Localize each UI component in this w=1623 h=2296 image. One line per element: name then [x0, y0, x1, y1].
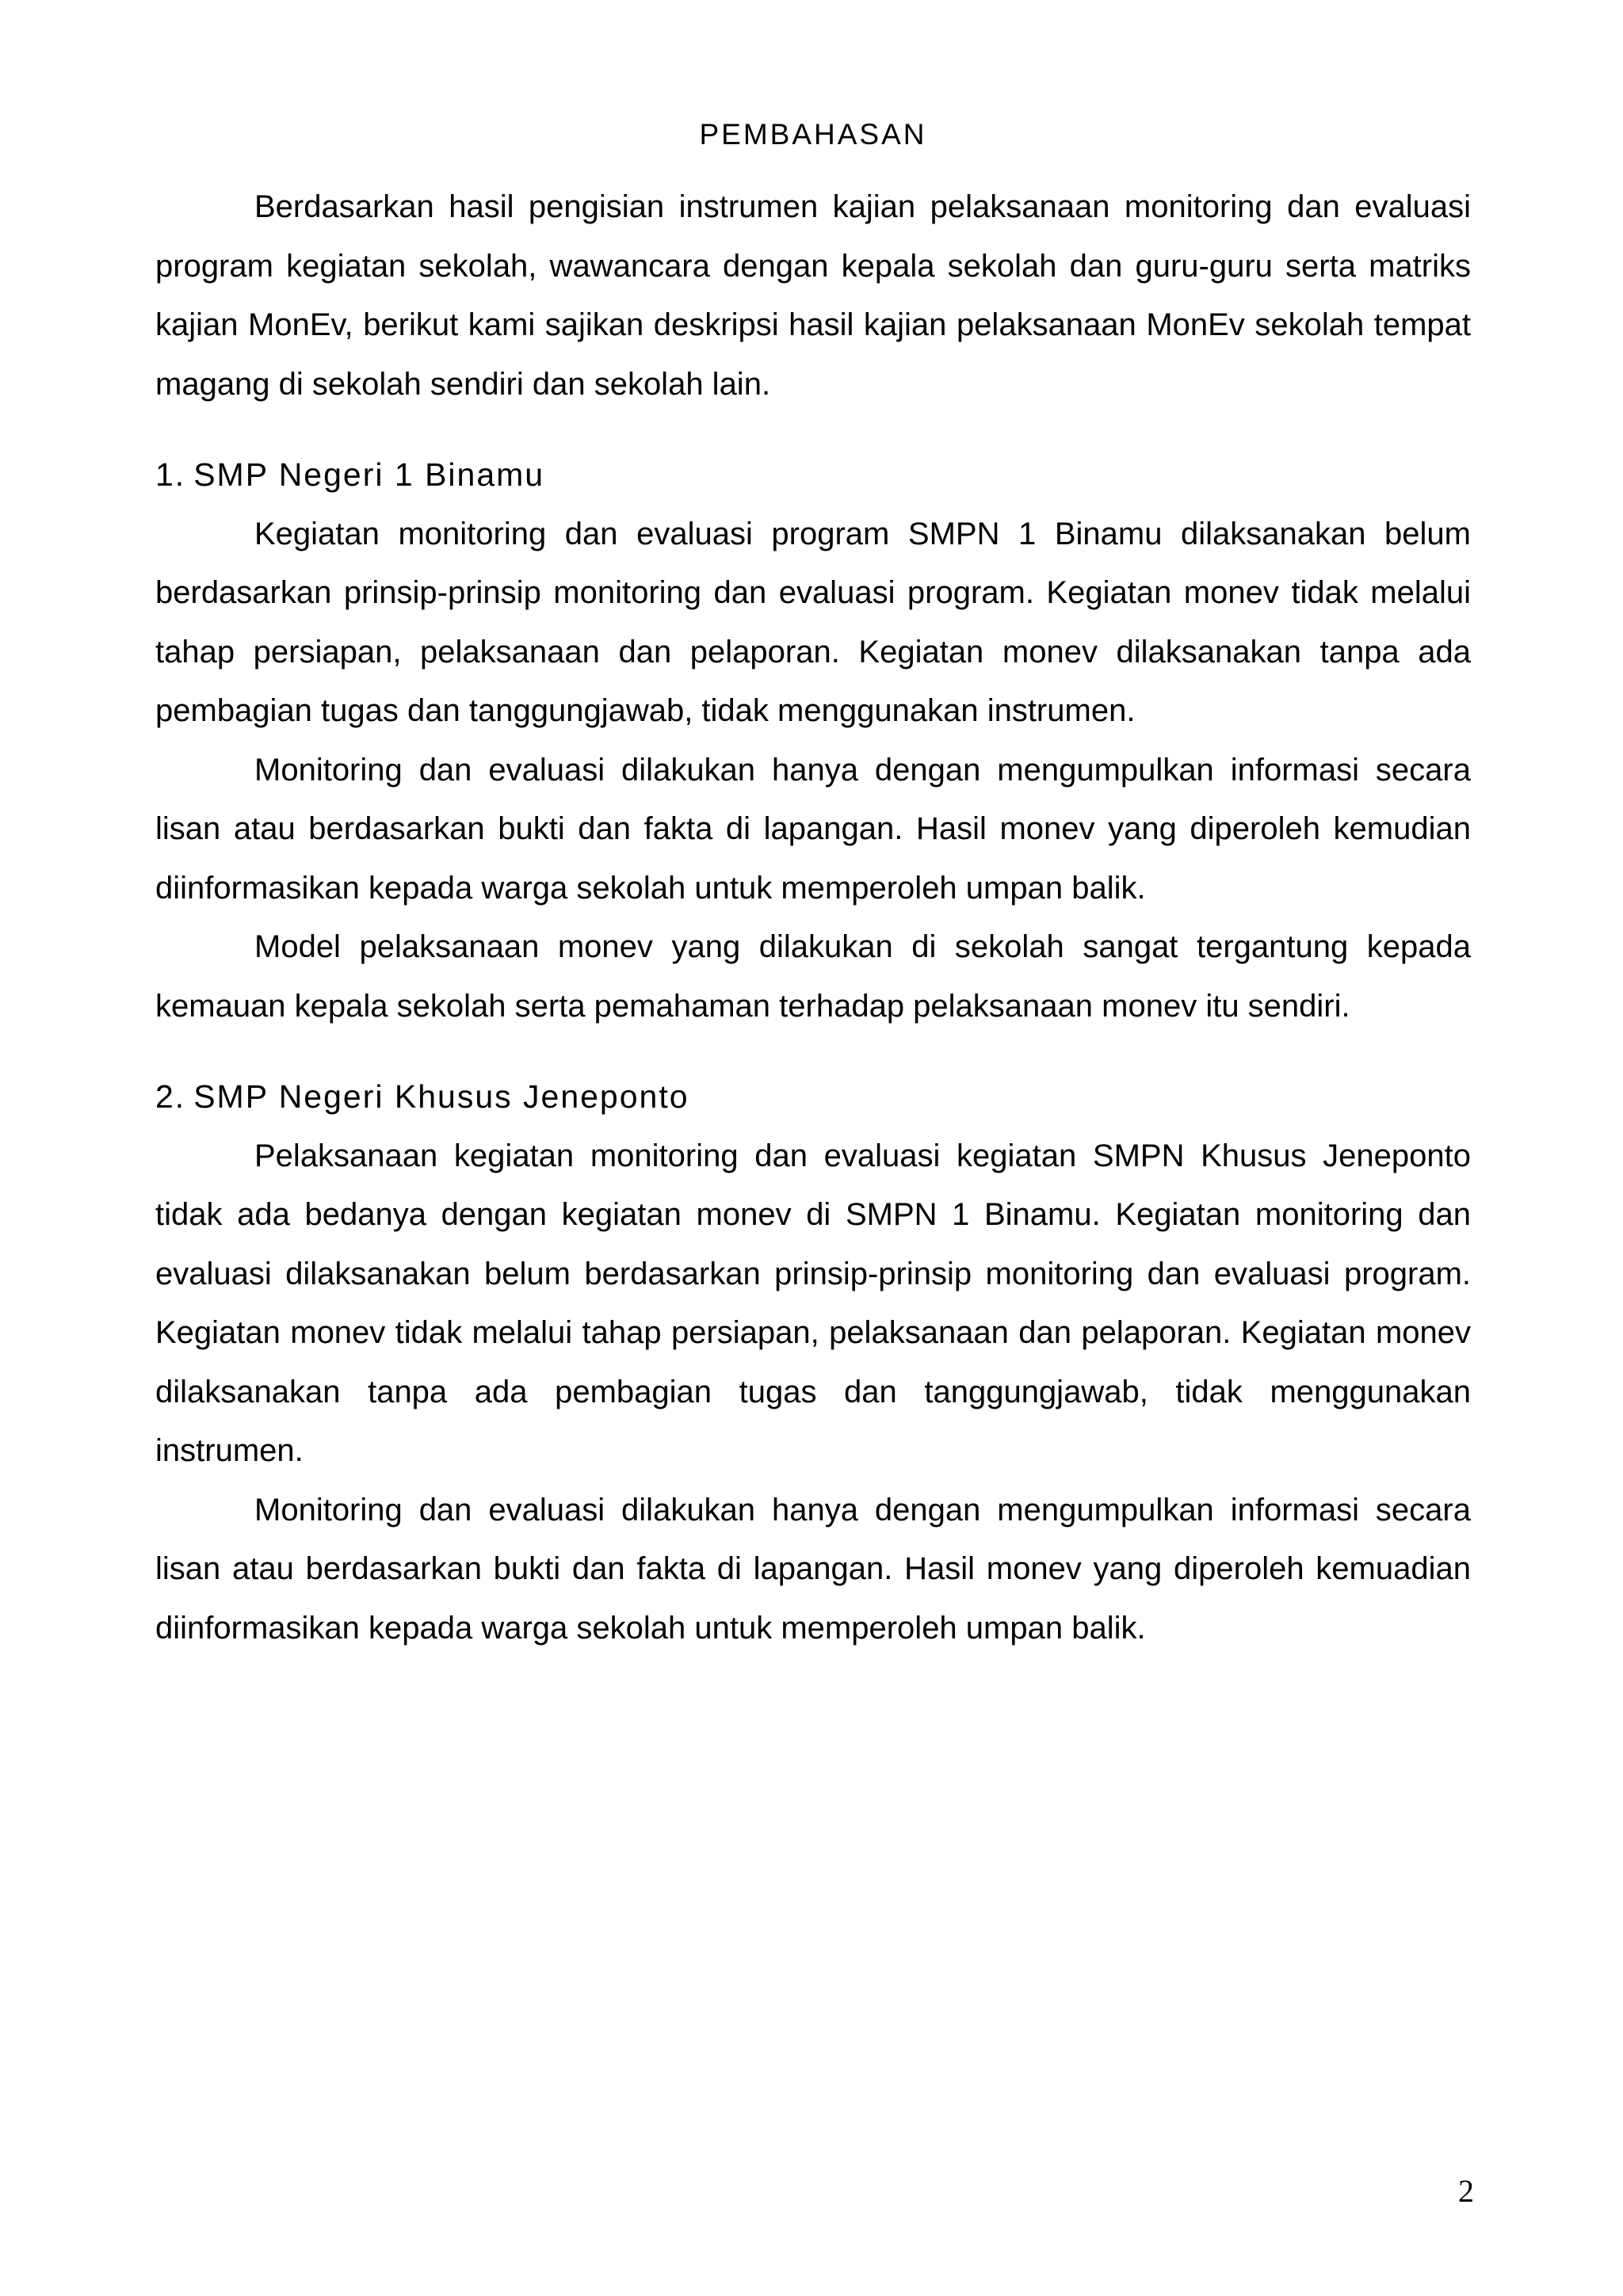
- section-title: SMP Negeri 1 Binamu: [193, 456, 545, 493]
- section-heading: [155, 1067, 1471, 1127]
- body-paragraph: Monitoring dan evaluasi dilakukan hanya dengan mengumpulkan informasi secara lisan atau berdasarkan bukti dan fakta di lapangan. Hasil monev yang diperoleh kemudian diinformasikan kepada warga sekolah untuk memperoleh umpan balik.: [155, 752, 1471, 906]
- body-paragraph: Pelaksanaan kegiatan monitoring dan evaluasi kegiatan SMPN Khusus Jeneponto tidak ada bedanya dengan kegiatan monev di SMPN 1 Binamu. Kegiatan monitoring dan evaluasi dilaksanakan belum berdasarkan prinsip-prinsip monitoring dan evaluasi program. Kegiatan monev tidak melalui tahap persiapan, pelaksanaan dan pelaporan. Kegiatan monev dilaksanakan tanpa ada pembagian tugas dan tanggungjawab, tidak menggunakan instrumen.: [155, 1138, 1471, 1468]
- section-number: 1.: [155, 456, 186, 493]
- section-title: SMP Negeri Khusus Jeneponto: [193, 1078, 689, 1115]
- section-smp-negeri-khusus-jeneponto: [155, 1067, 1471, 1657]
- page-number: 2: [1458, 2173, 1474, 2209]
- section-number: 2.: [155, 1078, 186, 1115]
- document-body: [155, 111, 1471, 1657]
- section-heading: [155, 445, 1471, 505]
- body-paragraph: Monitoring dan evaluasi dilakukan hanya dengan mengumpulkan informasi secara lisan atau berdasarkan bukti dan fakta di lapangan. Hasil monev yang diperoleh kemuadian diinformasikan kepada warga sekolah untuk memperoleh umpan balik.: [155, 1492, 1471, 1646]
- document-title: PEMBAHASAN: [699, 118, 927, 151]
- body-paragraph: Kegiatan monitoring dan evaluasi program SMPN 1 Binamu dilaksanakan belum berdasarkan prinsip-prinsip monitoring dan evaluasi program. Kegiatan monev tidak melalui tahap persiapan, pelaksanaan dan pelaporan. Kegiatan monev dilaksanakan tanpa ada pembagian tugas dan tanggungjawab, tidak menggunakan instrumen.: [155, 516, 1471, 728]
- section-smp-negeri-1-binamu: [155, 445, 1471, 1035]
- intro-paragraph: Berdasarkan hasil pengisian instrumen kajian pelaksanaan monitoring dan evaluasi program kegiatan sekolah, wawancara dengan kepala sekolah dan guru-guru serta matriks kajian MonEv, berikut kami sajikan deskripsi hasil kajian pelaksanaan MonEv sekolah tempat magang di sekolah sendiri dan sekolah lain.: [155, 189, 1471, 402]
- body-paragraph: Model pelaksanaan monev yang dilakukan di sekolah sangat tergantung kepada kemauan kepala sekolah serta pemahaman terhadap pelaksanaan monev itu sendiri.: [155, 929, 1471, 1024]
